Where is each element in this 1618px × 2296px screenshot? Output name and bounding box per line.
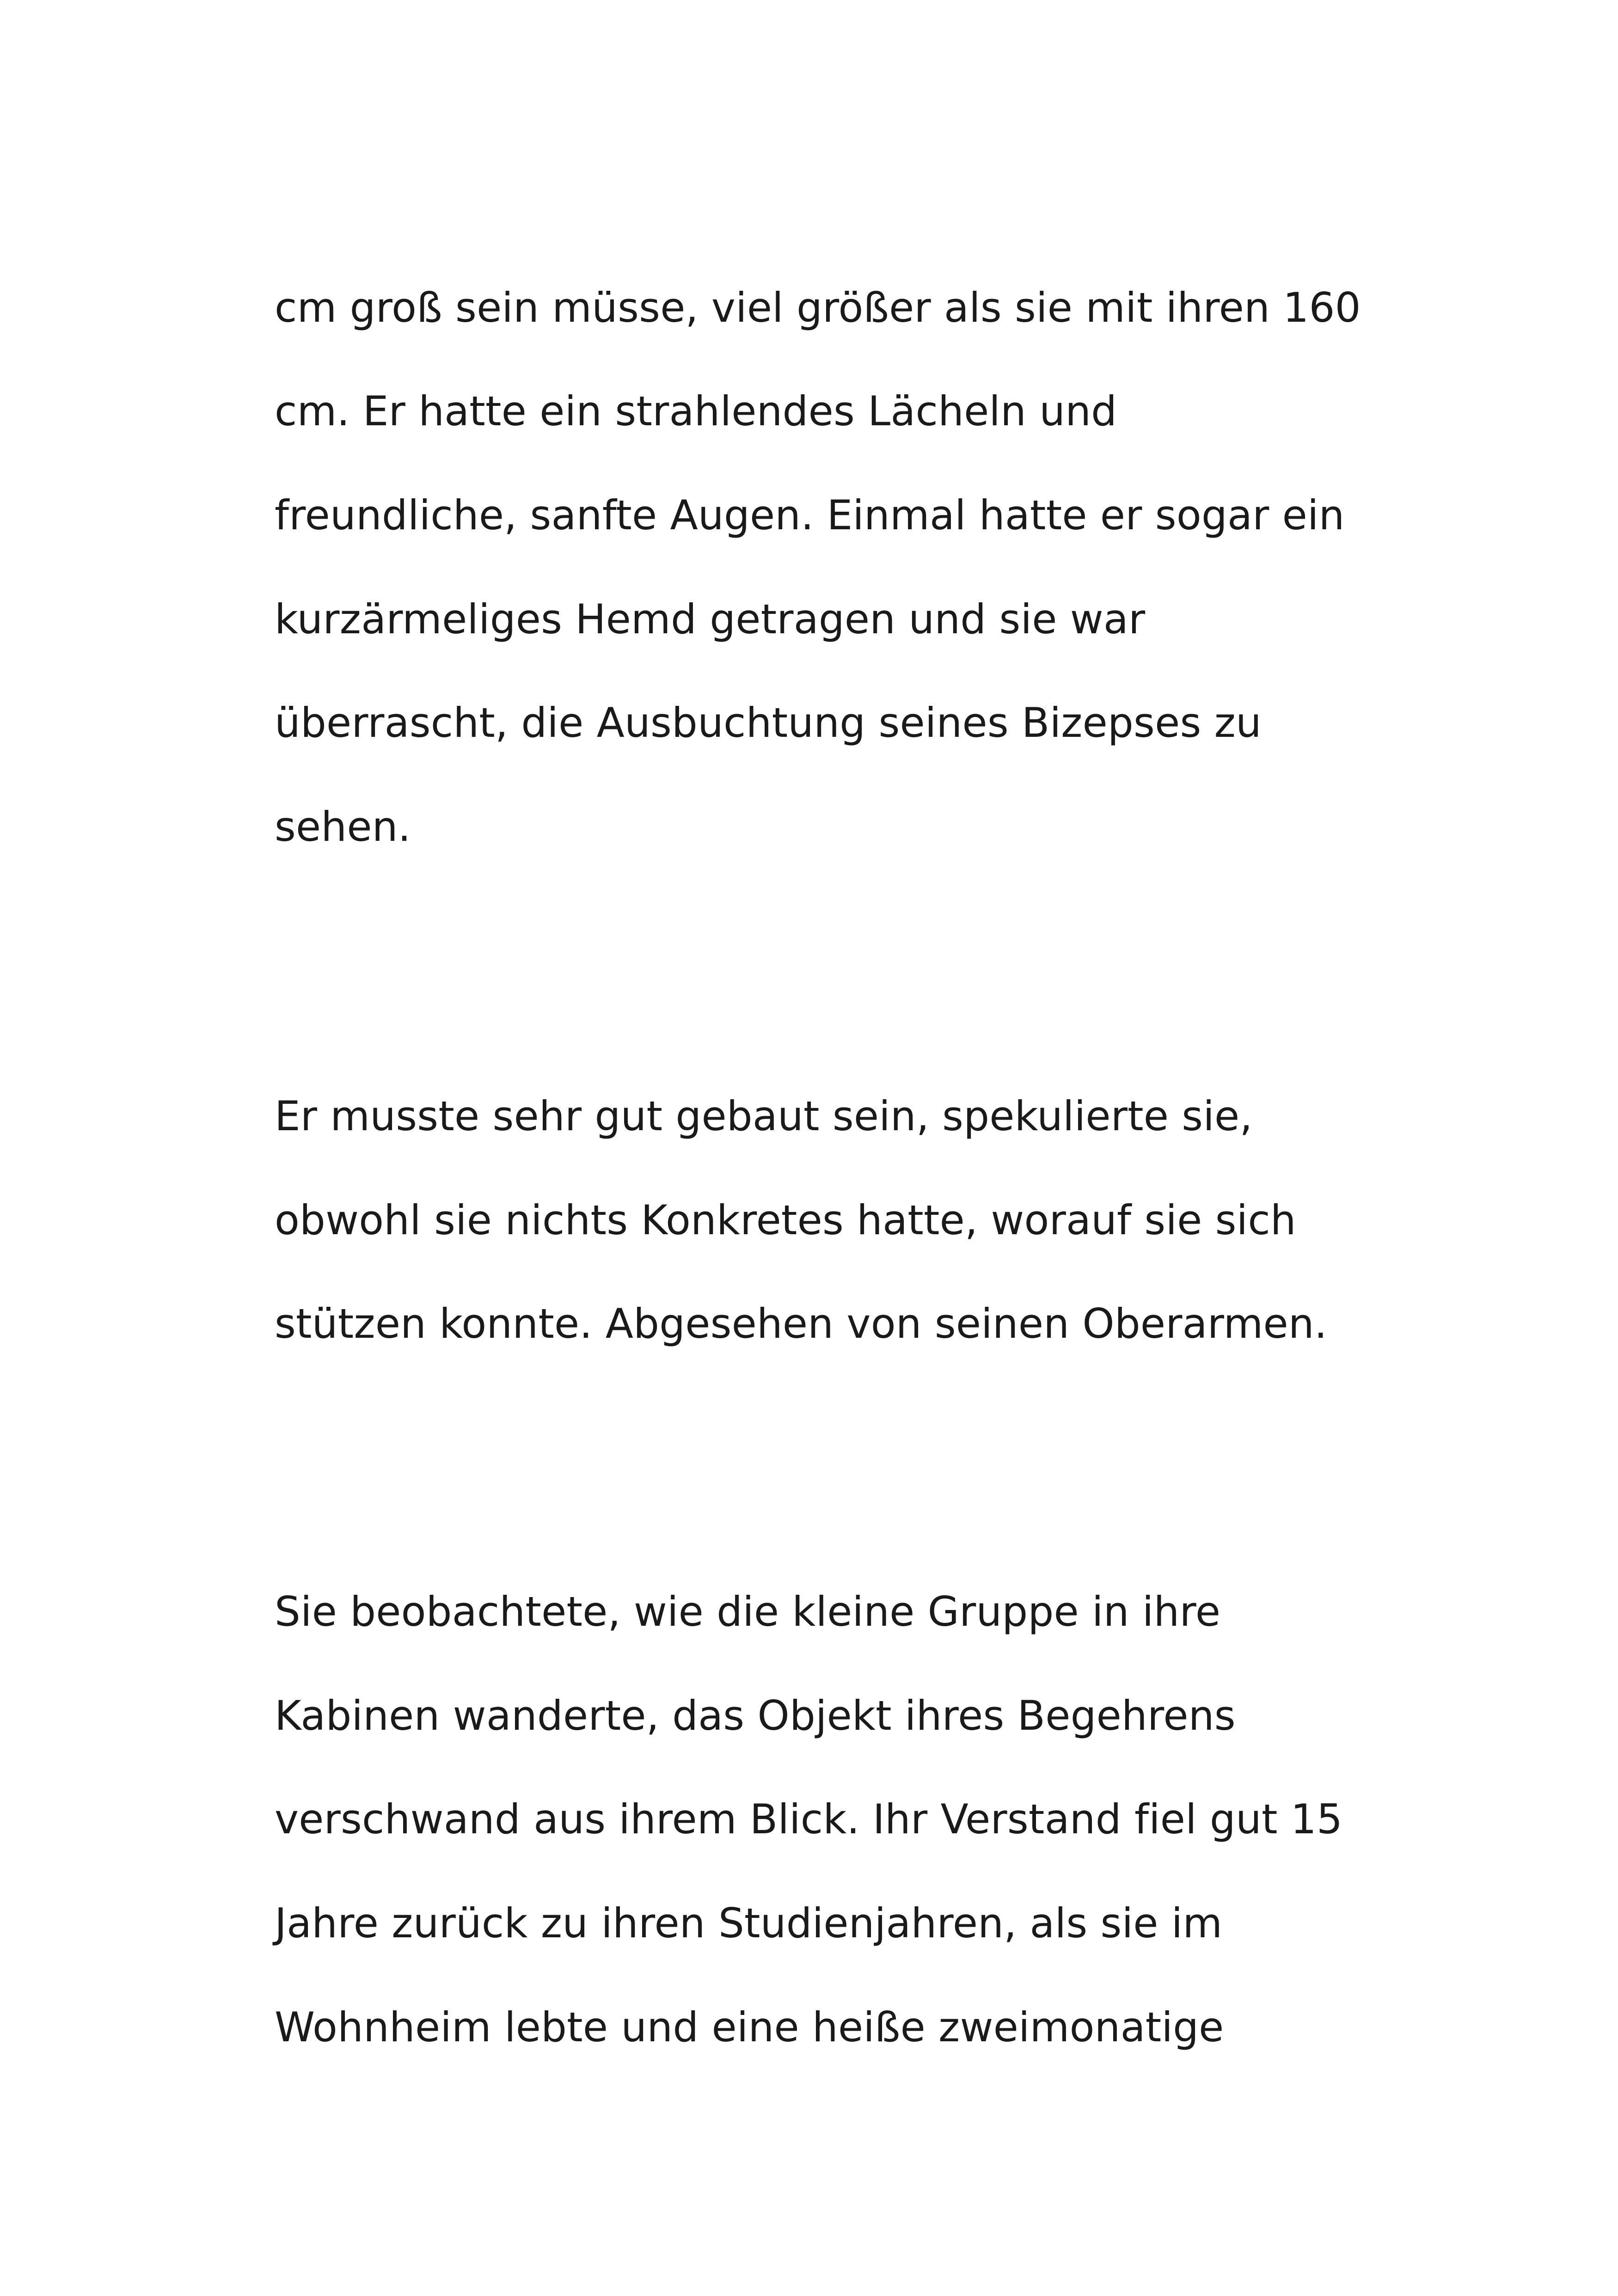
text-line: Kabinen wanderte, das Objekt ihres Begehrens [275,1692,1236,1739]
text-line: sehen. [275,803,411,851]
text-line: cm. Er hatte ein strahlendes Lächeln und [275,387,1117,435]
text-line: stützen konnte. Abgesehen von seinen Oberarmen. [275,1300,1327,1347]
text-line: obwohl sie nichts Konkretes hatte, worauf sie sich [275,1196,1296,1244]
text-line: Sie beobachtete, wie die kleine Gruppe in ihre [275,1588,1221,1635]
text-line: kurzärmeliges Hemd getragen und sie war [275,595,1146,643]
text-line: überrascht, die Ausbuchtung seines Bizepses zu [275,699,1262,747]
text-line: verschwand aus ihrem Blick. Ihr Verstand fiel gut 15 [275,1795,1343,1843]
text-line: Wohnheim lebte und eine heiße zweimonatige [275,2003,1224,2051]
text-line: freundliche, sanfte Augen. Einmal hatte er sogar ein [275,491,1345,539]
text-line: Er musste sehr gut gebaut sein, spekulierte sie, [275,1092,1253,1140]
text-line: Jahre zurück zu ihren Studienjahren, als sie im [275,1899,1223,1947]
text-line: cm groß sein müsse, viel größer als sie mit ihren 160 [275,284,1361,331]
